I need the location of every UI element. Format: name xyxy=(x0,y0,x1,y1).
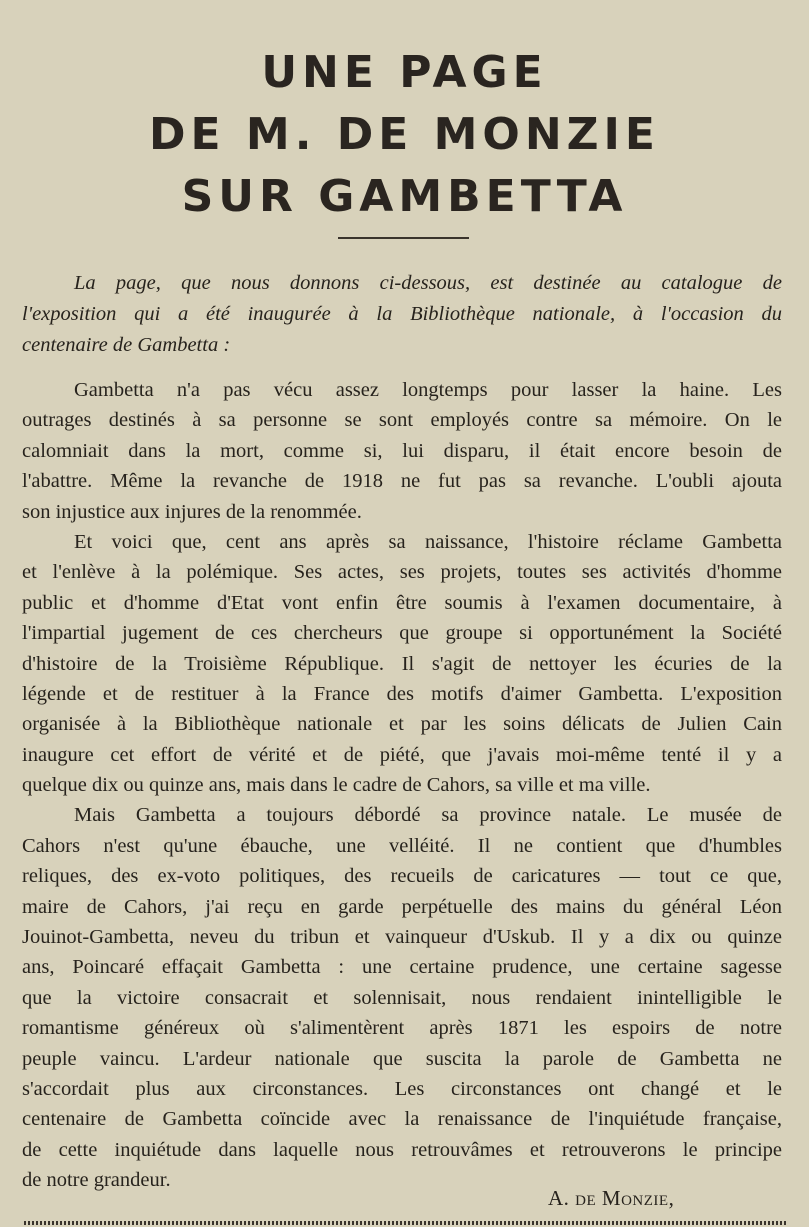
paragraph xyxy=(22,375,782,527)
text-line: Cahors n'est qu'une ébauche, une velléité. Il ne contient que d'humbles xyxy=(22,834,782,857)
signature-name: de Monzie, xyxy=(575,1186,675,1210)
signature xyxy=(548,1186,674,1211)
text-line: et l'enlève à la polémique. Ses actes, ses projets, toutes ses activités d'homme xyxy=(22,561,782,584)
text-line: Et voici que, cent ans après sa naissance, l'histoire réclame Gambetta xyxy=(74,530,782,553)
text-line: maire de Cahors, j'ai reçu en garde perpétuelle des mains du général Léon xyxy=(22,895,782,918)
title-line: DE M. DE MONZIE xyxy=(149,109,660,160)
article-title xyxy=(0,42,809,228)
text-line: que la victoire consacrait et solennisait, nous rendaient inintelligible le xyxy=(22,986,782,1009)
text-line: d'histoire de la Troisième République. Il s'agit de nettoyer les écuries de la xyxy=(22,652,782,675)
paragraph xyxy=(22,527,782,801)
title-line: SUR GAMBETTA xyxy=(181,171,628,222)
text-line: Jouinot-Gambetta, neveu du tribun et vainqueur d'Uskub. Il y a dix ou quinze xyxy=(22,926,782,949)
text-line: l'impartial jugement de ces chercheurs que groupe si opportunément la Société xyxy=(22,622,782,645)
text-line: de cette inquiétude dans laquelle nous retrouvâmes et retrouverons le principe xyxy=(22,1138,782,1161)
text-line: reliques, des ex-voto politiques, des recueils de caricatures — tout ce que, xyxy=(22,865,782,888)
text-line: public et d'homme d'Etat vont enfin être soumis à l'examen documentaire, à xyxy=(22,591,782,614)
text-line: l'abattre. Même la revanche de 1918 ne fut pas sa revanche. L'oubli ajouta xyxy=(22,470,782,493)
text-line: Gambetta n'a pas vécu assez longtemps pour lasser la haine. Les xyxy=(74,379,782,401)
text-line: La page, que nous donnons ci-dessous, est destinée au catalogue de xyxy=(74,272,782,294)
text-line: centenaire de Gambetta : xyxy=(22,334,231,356)
text-line: ans, Poincaré effaçait Gambetta : une certaine prudence, une certaine sagesse xyxy=(22,956,782,979)
paragraph xyxy=(22,800,782,1195)
text-line: romantisme généreux où s'alimentèrent après 1871 les espoirs de notre xyxy=(22,1017,782,1040)
text-line: organisée à la Bibliothèque nationale et par les soins délicats de Julien Cain xyxy=(22,713,782,736)
text-line: centenaire de Gambetta coïncide avec la renaissance de l'inquiétude française, xyxy=(22,1108,782,1131)
text-line: outrages destinés à sa personne se sont employés contre sa mémoire. On le xyxy=(22,409,782,432)
dotted-divider xyxy=(24,1221,786,1225)
text-line: son injustice aux injures de la renommée. xyxy=(22,500,362,523)
text-line: calomniait dans la mort, comme si, lui disparu, il était encore besoin de xyxy=(22,439,782,462)
text-line: Mais Gambetta a toujours débordé sa province natale. Le musée de xyxy=(74,804,782,827)
text-line: s'accordait plus aux circonstances. Les circonstances ont changé et le xyxy=(22,1077,782,1100)
article-body xyxy=(22,375,782,1196)
text-line: inaugure cet effort de vérité et de piété, que j'avais moi-même tenté il y a xyxy=(22,743,782,766)
text-line: de notre grandeur. xyxy=(22,1169,171,1192)
text-line: légende et de restituer à la France des motifs d'aimer Gambetta. L'exposition xyxy=(22,682,782,705)
intro-paragraph xyxy=(22,268,782,361)
signature-initial: A. xyxy=(548,1186,570,1210)
text-line: quelque dix ou quinze ans, mais dans le cadre de Cahors, sa ville et ma ville. xyxy=(22,774,651,797)
text-line: peuple vaincu. L'ardeur nationale que suscita la parole de Gambetta ne xyxy=(22,1047,782,1070)
title-divider xyxy=(338,237,469,239)
text-line: l'exposition qui a été inaugurée à la Bibliothèque nationale, à l'occasion du xyxy=(22,303,782,325)
title-line: UNE PAGE xyxy=(261,47,548,98)
